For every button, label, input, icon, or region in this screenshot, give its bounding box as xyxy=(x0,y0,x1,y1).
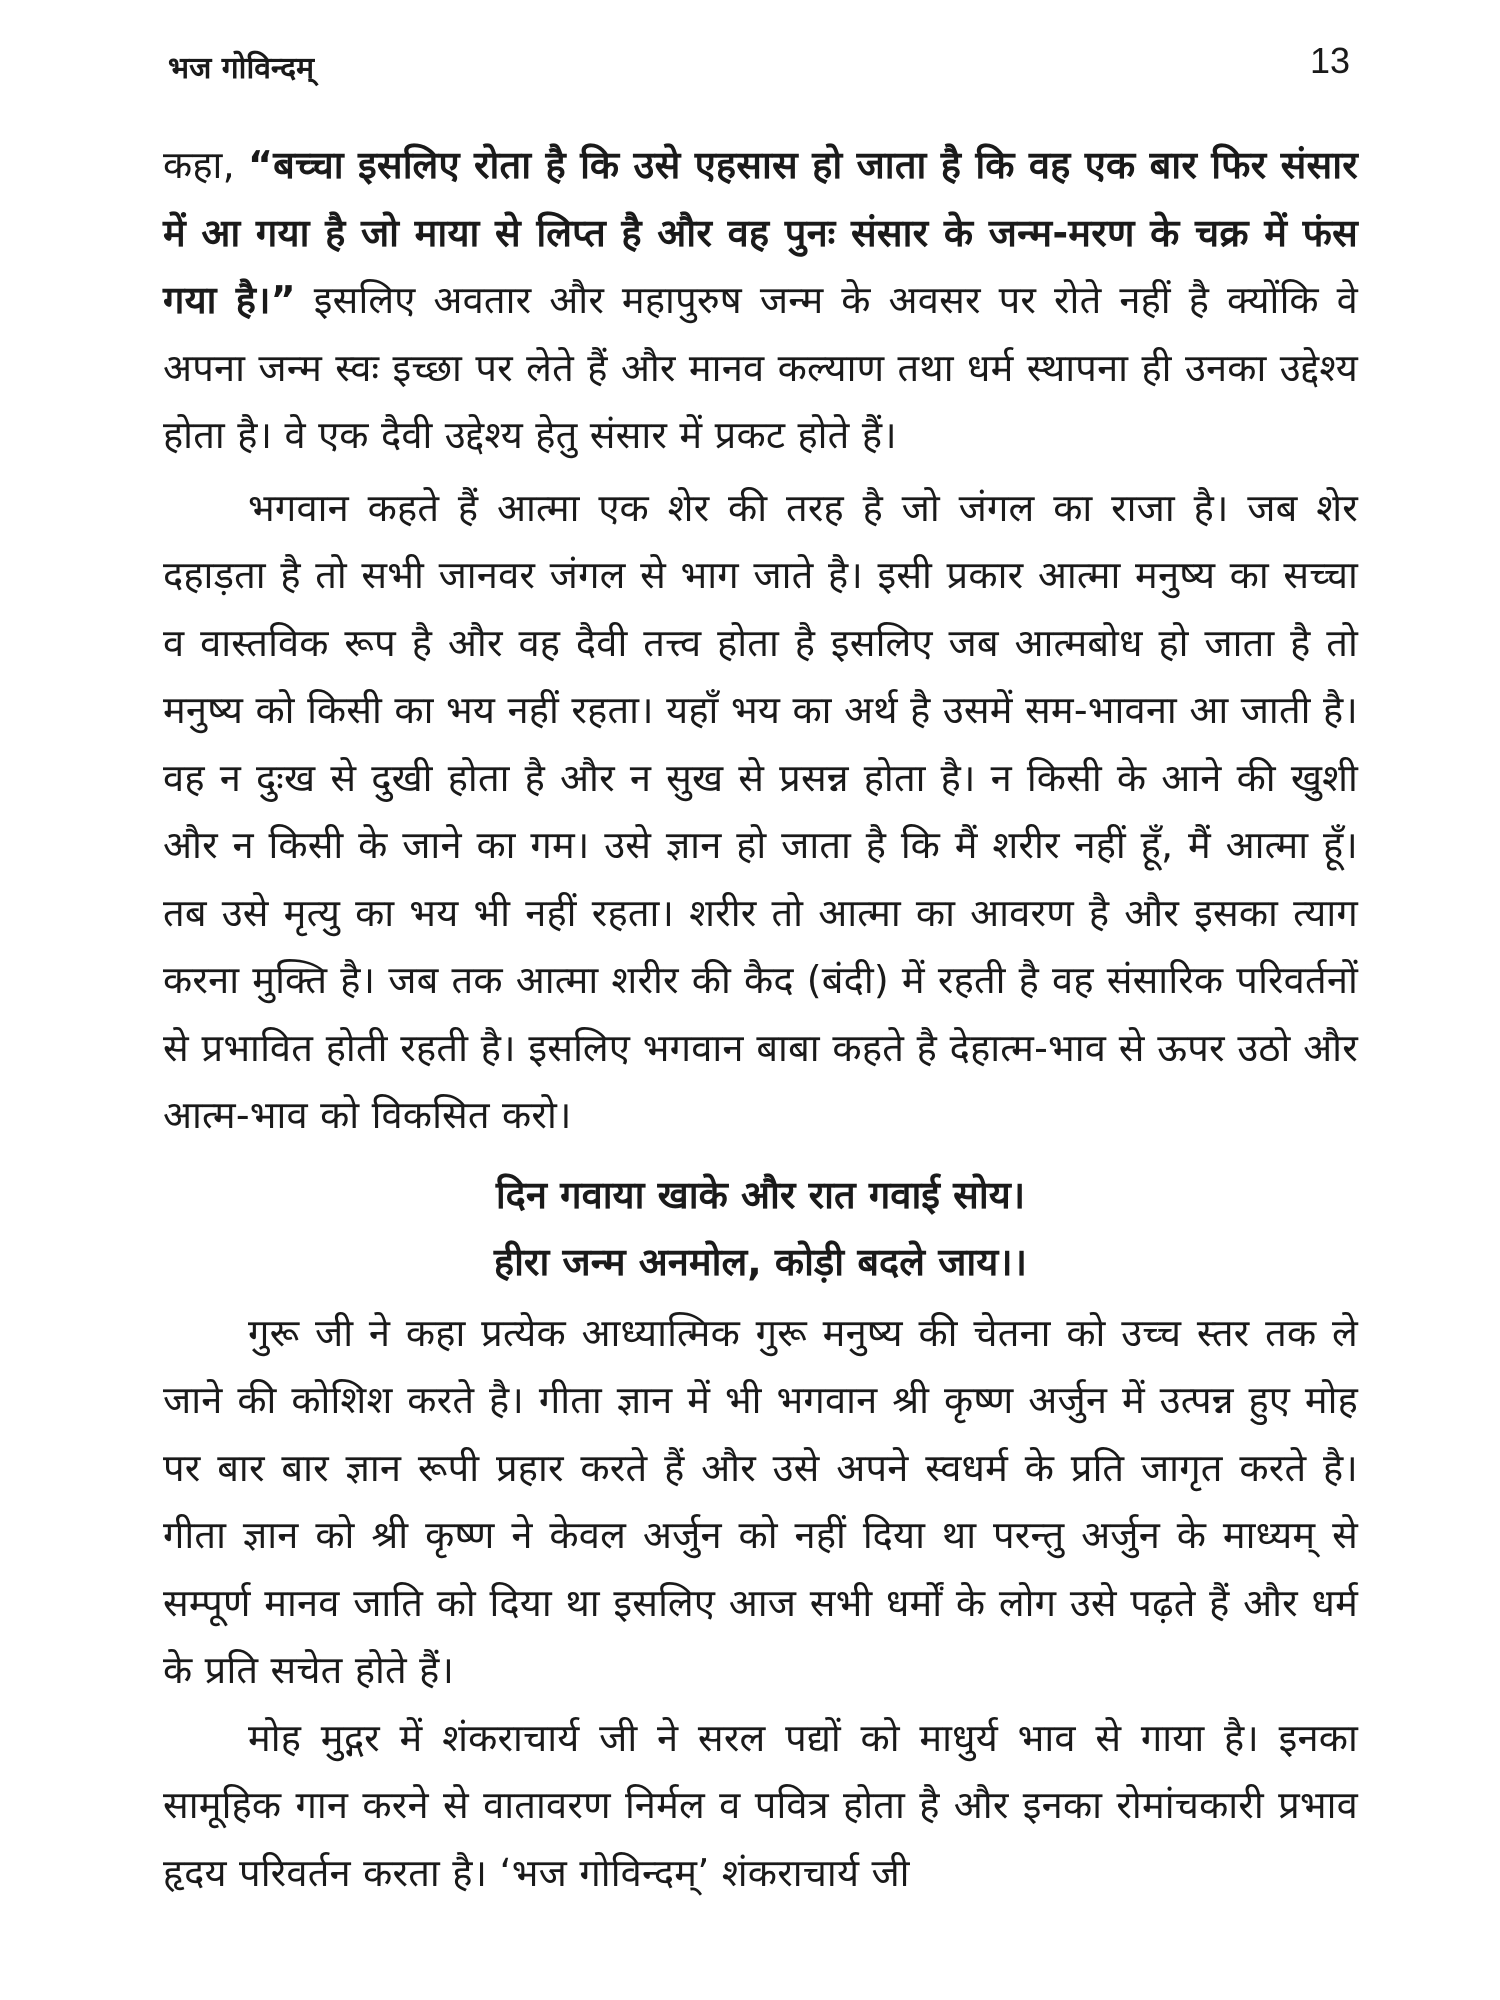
paragraph-1-lead: कहा, xyxy=(163,143,248,187)
paragraph-1-quote: “बच्चा इसलिए रोता है कि उसे एहसास हो जाता है कि वह एक बार फिर संसार में आ गया है जो माया से लिप्त है और वह पुनः संसार के जन्म-मरण के चक्र में फंस गया है।” xyxy=(163,143,1358,322)
paragraph-1-rest: इसलिए अवतार और महापुरुष जन्म के अवसर पर रोते नहीं है क्योंकि वे अपना जन्म स्वः इच्छा पर लेते हैं और मानव कल्याण तथा धर्म स्थापना ही उनका उद्देश्य होता है। वे एक दैवी उद्देश्य हेतु संसार में प्रकट होते हैं। xyxy=(163,278,1358,457)
page-number: 13 xyxy=(1309,40,1350,81)
running-title: भज गोविन्दम् xyxy=(168,51,315,86)
couplet-line-1: दिन गवाया खाके और रात गवाई सोय। xyxy=(495,1172,1026,1217)
paragraph-2: भगवान कहते हैं आत्मा एक शेर की तरह है जो जंगल का राजा है। जब शेर दहाड़ता है तो सभी जानवर जंगल से भाग जाते है। इसी प्रकार आत्मा मनुष्य का सच्चा व वास्तविक रूप है और वह दैवी तत्त्व होता है इसलिए जब आत्मबोध हो जाता है तो मनुष्य को किसी का भय नहीं रहता। यहाँ भय का अर्थ है उसमें सम-भावना आ जाती है। वह न दुःख से दुखी होता है और न सुख से प्रसन्न होता है। न किसी के आने की खुशी और न किसी के जाने का गम। उसे ज्ञान हो जाता है कि मैं शरीर नहीं हूँ, मैं आत्मा हूँ। तब उसे मृत्यु का भय भी नहीं रहता। शरीर तो आत्मा का आवरण है और इसका त्याग करना मुक्ति है। जब तक आत्मा शरीर की कैद (बंदी) में रहती है वह संसारिक परिवर्तनों से प्रभावित होती रहती है। इसलिए भगवान बाबा कहते है देहात्म-भाव से ऊपर उठो और आत्म-भाव को विकसित करो। xyxy=(163,485,1359,1137)
couplet-line-2: हीरा जन्म अनमोल, कोड़ी बदले जाय।। xyxy=(493,1240,1028,1284)
paragraph-1 xyxy=(163,132,1358,470)
body-text xyxy=(163,132,1358,1907)
paragraph-3: गुरू जी ने कहा प्रत्येक आध्यात्मिक गुरू मनुष्य की चेतना को उच्च स्तर तक ले जाने की कोशिश करते है। गीता ज्ञान में भी भगवान श्री कृष्ण अर्जुन में उत्पन्न हुए मोह पर बार बार ज्ञान रूपी प्रहार करते हैं और उसे अपने स्वधर्म के प्रति जागृत करते है। गीता ज्ञान को श्री कृष्ण ने केवल अर्जुन को नहीं दिया था परन्तु अर्जुन के माध्यम् से सम्पूर्ण मानव जाति को दिया था इसलिए आज सभी धर्मों के लोग उसे पढ़ते हैं और धर्म के प्रति सचेत होते हैं। xyxy=(163,1310,1358,1692)
paragraph-4: मोह मुद्गर में शंकराचार्य जी ने सरल पद्यों को माधुर्य भाव से गाया है। इनका सामूहिक गान करने से वातावरण निर्मल व पवित्र होता है और इनका रोमांचकारी प्रभाव हृदय परिवर्तन करता है। ‘भज गोविन्दम्’ शंकराचार्य जी xyxy=(163,1715,1358,1895)
